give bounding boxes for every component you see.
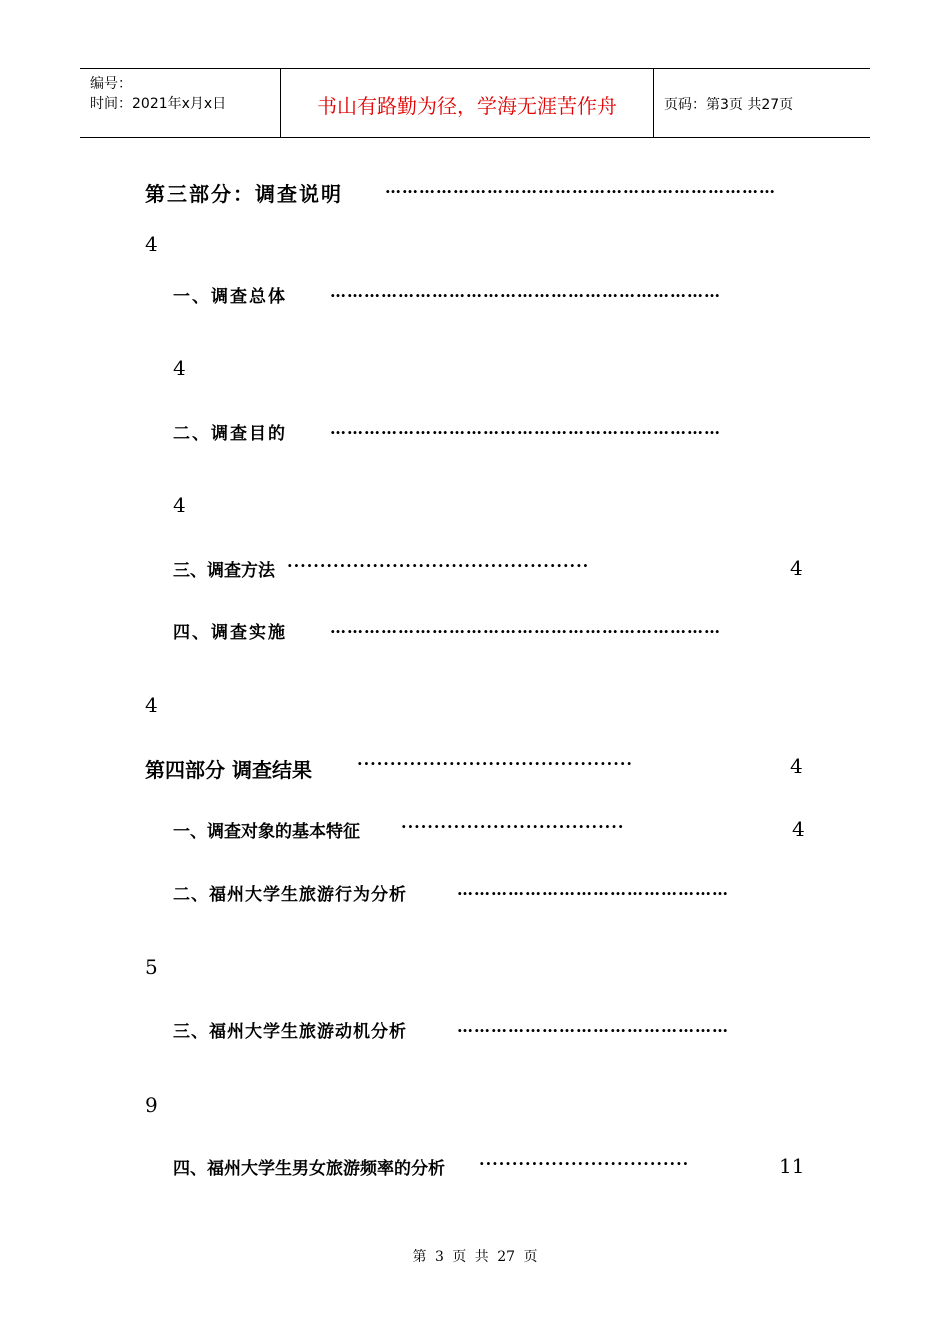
toc-entry-leader: ……………………………………………………………	[330, 419, 721, 438]
header-page-info: 页码：第3页 共27页	[664, 97, 794, 113]
toc-entry-page: 11	[779, 1154, 805, 1178]
toc-entry-leader: ……………………………………………………………	[330, 282, 721, 301]
document-number-label: 编号：	[90, 76, 132, 92]
toc-entry[interactable]	[145, 754, 805, 782]
page-header	[80, 68, 870, 138]
header-motto: 书山有路勤为径，学海无涯苦作舟	[317, 94, 617, 118]
header-meta-cell	[80, 69, 281, 137]
toc-entry-leader: ··································	[401, 817, 625, 836]
toc-entry-page: 4	[173, 493, 186, 517]
page-footer: 第 3 页 共 27 页	[412, 1249, 538, 1265]
toc-entry-title: 一、调查对象的基本特征	[173, 822, 360, 842]
toc-entry-leader: ································	[479, 1154, 690, 1173]
toc-entry[interactable]	[173, 1017, 805, 1045]
toc-entry[interactable]	[173, 556, 805, 584]
toc-entry-title: 三、调查方法	[173, 561, 275, 581]
toc-entry-leader: ……………………………………………………………	[385, 178, 776, 197]
toc-entry-page: 9	[145, 1093, 158, 1117]
toc-entry[interactable]	[173, 282, 805, 310]
toc-entry-leader: …………………………………………	[457, 880, 729, 899]
toc-entry-page: 5	[145, 955, 158, 979]
toc-entry-title: 四、福州大学生男女旅游频率的分析	[173, 1159, 445, 1179]
toc-entry-leader: …………………………………………	[457, 1017, 729, 1036]
toc-entry-title: 第三部分：调查说明	[145, 182, 343, 206]
toc-entry-leader: ··············································	[287, 556, 590, 575]
document-time-label: 时间：2021年x月x日	[90, 96, 227, 112]
toc-entry[interactable]	[173, 618, 805, 646]
toc-entry[interactable]	[173, 1154, 805, 1182]
toc-entry[interactable]	[173, 817, 805, 845]
toc-entry-page: 4	[145, 693, 158, 717]
toc-entry-title: 二、福州大学生旅游行为分析	[173, 885, 407, 905]
toc-entry-leader: ……………………………………………………………	[330, 618, 721, 637]
toc-entry[interactable]	[173, 880, 805, 908]
header-motto-cell	[281, 69, 654, 137]
toc-entry-page: 4	[173, 356, 186, 380]
toc-entry-title: 一、调查总体	[173, 287, 287, 307]
toc-entry-page: 4	[145, 232, 158, 256]
toc-entry-page: 4	[790, 754, 803, 778]
toc-entry-title: 三、福州大学生旅游动机分析	[173, 1022, 407, 1042]
toc-entry-leader: ··········································	[357, 754, 633, 773]
toc-entry[interactable]	[145, 178, 805, 206]
toc-entry-title: 第四部分 调查结果	[145, 758, 312, 782]
toc-entry-page: 4	[790, 556, 803, 580]
toc-entry-title: 四、调查实施	[173, 623, 287, 643]
header-page-cell	[654, 69, 870, 137]
toc-entry-title: 二、调查目的	[173, 424, 287, 444]
toc-entry-page: 4	[792, 817, 805, 841]
toc-entry[interactable]	[173, 419, 805, 447]
